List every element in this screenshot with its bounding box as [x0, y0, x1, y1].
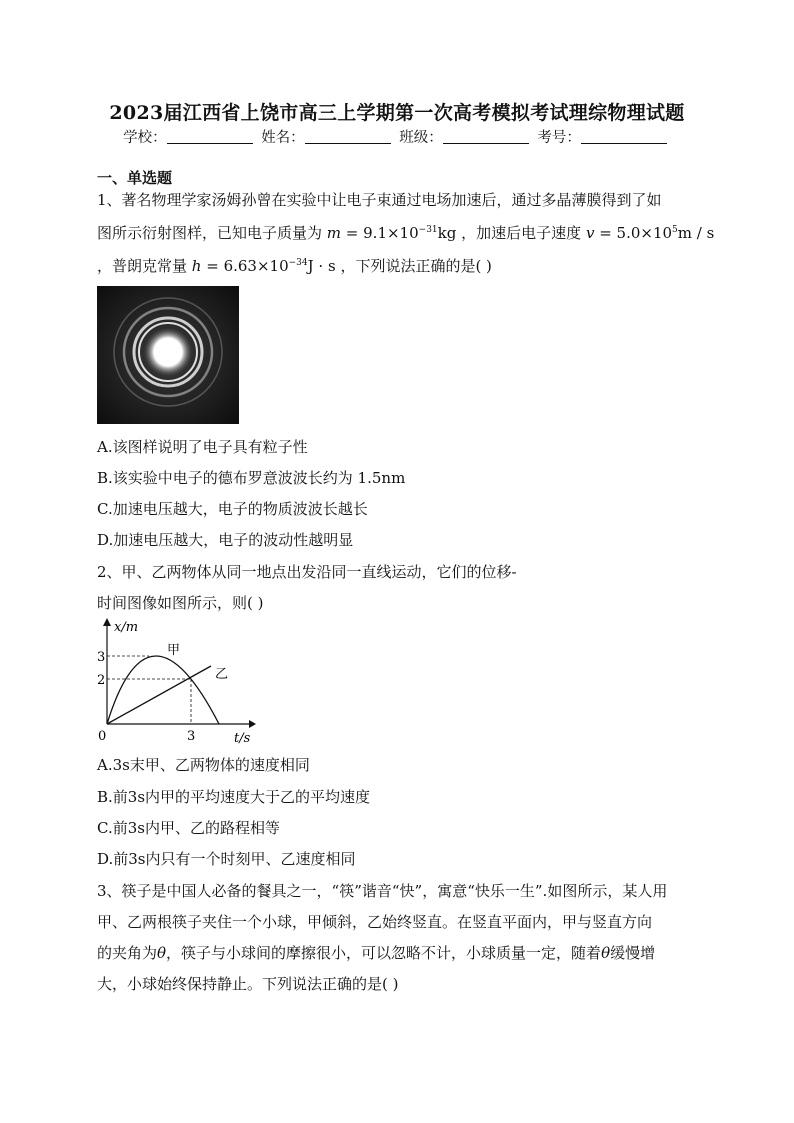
theta-symbol: θ [157, 944, 167, 962]
theta-symbol: θ [601, 944, 611, 962]
q2-line-1: 2、甲、乙两物体从同一地点出发沿同一直线运动，它们的位移- [97, 563, 517, 581]
y-axis-label: x/m [114, 620, 139, 635]
x-tick-3: 3 [187, 729, 196, 744]
position-time-graph [97, 618, 257, 746]
q2-option-a: A.3s末甲、乙两物体的速度相同 [97, 756, 310, 774]
q1-text: 图所示衍射图样，已知电子质量为 [97, 224, 323, 242]
q1-line-1: 1、著名物理学家汤姆孙曾在实验中让电子束通过电场加速后，通过多晶薄膜得到了如 [97, 191, 662, 209]
mass-value: = 9.1×10 [341, 224, 419, 242]
q1-option-d: D.加速电压越大，电子的波动性越明显 [97, 531, 354, 549]
q1-text: ，加速后电子速度 [461, 224, 582, 242]
velocity-unit: m / s [677, 224, 715, 242]
q3-line-1: 3、筷子是中国人必备的餐具之一，“筷”谐音“快”，寓意“快乐一生”.如图所示，某人用 [97, 882, 668, 900]
school-label: 学校： [123, 130, 167, 146]
y-tick-3: 3 [97, 650, 106, 665]
number-label: 考号： [537, 130, 581, 146]
q2-option-c: C.前3s内甲、乙的路程相等 [97, 819, 280, 837]
curve-jia-label: 甲 [167, 643, 181, 658]
q3-text: 缓慢增 [610, 944, 656, 962]
q3-text: ，筷子与小球间的摩擦很小，可以忽略不计，小球质量一定，随着 [166, 944, 602, 962]
origin-label: 0 [98, 729, 107, 744]
q1-line-3 [97, 255, 492, 276]
x-axis-label: t/s [234, 731, 251, 746]
q1-option-c: C.加速电压越大，电子的物质波波长越长 [97, 500, 368, 518]
number-blank [581, 129, 667, 144]
page-title: 2023届江西省上饶市高三上学期第一次高考模拟考试理综物理试题 [109, 102, 685, 124]
name-label: 姓名： [261, 130, 305, 146]
mass-unit: kg [437, 224, 457, 242]
q1-option-b: B.该实验中电子的德布罗意波波长约为 1.5nm [97, 469, 406, 487]
class-blank [443, 129, 529, 144]
mass-exponent: −31 [418, 225, 438, 235]
student-info-line [0, 126, 794, 147]
q1-text: ，普朗克常量 [97, 257, 188, 275]
section-heading: 一、单选题 [97, 169, 173, 187]
class-label: 班级： [399, 130, 443, 146]
school-blank [167, 129, 253, 144]
q2-line-2: 时间图像如图所示，则( ) [97, 594, 264, 612]
planck-symbol: h [191, 257, 202, 275]
q3-line-4: 大，小球始终保持静止。下列说法正确的是( ) [97, 975, 399, 993]
q1-text: ，下列说法正确的是( ) [340, 257, 492, 275]
mass-symbol: m [326, 224, 342, 242]
q1-line-2 [97, 222, 714, 243]
q1-option-a: A.该图样说明了电子具有粒子性 [97, 438, 308, 456]
planck-value: = 6.63×10 [201, 257, 289, 275]
velocity-exponent: 5 [672, 225, 678, 235]
q3-text: 的夹角为 [97, 944, 158, 962]
q2-option-d: D.前3s内只有一个时刻甲、乙速度相同 [97, 850, 356, 868]
velocity-symbol: v [585, 224, 595, 242]
diffraction-pattern-image [97, 286, 239, 424]
planck-exponent: −34 [288, 258, 308, 268]
name-blank [305, 129, 391, 144]
velocity-value: = 5.0×10 [594, 224, 673, 242]
q3-line-3 [97, 942, 655, 963]
q2-option-b: B.前3s内甲的平均速度大于乙的平均速度 [97, 788, 371, 806]
curve-yi-label: 乙 [215, 667, 229, 682]
planck-unit: J · s [307, 257, 336, 275]
y-tick-2: 2 [97, 673, 106, 688]
q3-line-2: 甲、乙两根筷子夹住一个小球，甲倾斜，乙始终竖直。在竖直平面内，甲与竖直方向 [97, 913, 653, 931]
